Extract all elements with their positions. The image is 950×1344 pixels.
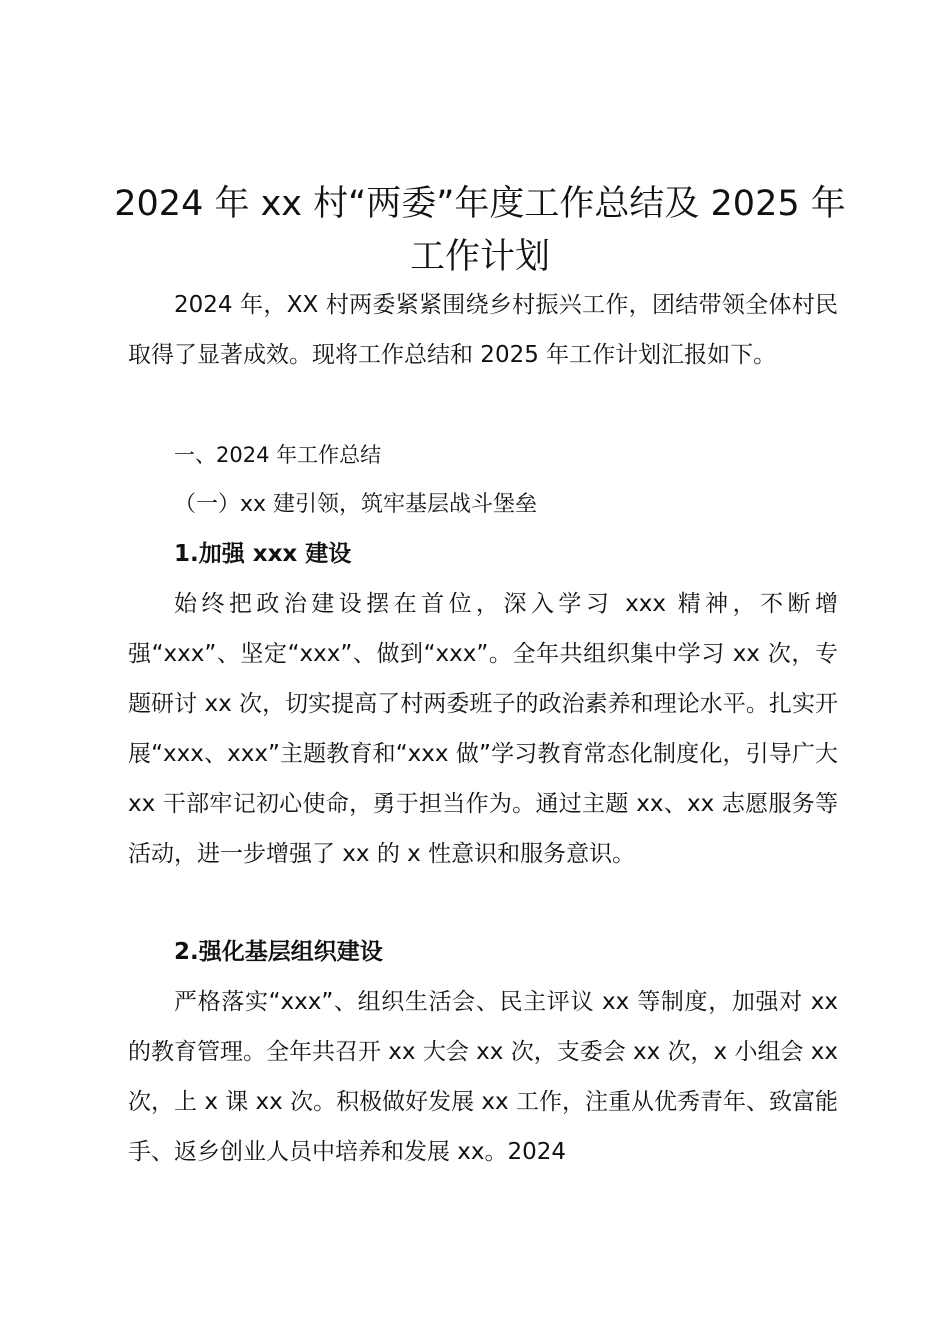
- item-paragraph-1: 始终把政治建设摆在首位，深入学习 xxx 精神，不断增强“xxx”、坚定“xxx”、做到“xxx”。全年共组织集中学习 xx 次，专题研讨 xx 次，切实提高了村两委班子的政治素养和理论水平。扎实开展“xxx、xxx”主题教育和“xxx 做”学习教育常态化制度化，引导广大 xx 干部牢记初心使命，勇于担当作为。通过主题 xx、xx 志愿服务等活动，进一步增强了 xx 的 x 性意识和服务意识。: [128, 591, 838, 867]
- item-heading-2: 2.强化基层组织建设: [174, 939, 383, 965]
- intro-paragraph: 2024 年，XX 村两委紧紧围绕乡村振兴工作，团结带领全体村民取得了显著成效。现将工作总结和 2025 年工作计划汇报如下。: [128, 292, 838, 368]
- section-heading: 一、2024 年工作总结: [174, 443, 382, 467]
- item-heading-1: 1.加强 xxx 建设: [174, 541, 352, 567]
- subsection-heading: （一）xx 建引领，筑牢基层战斗堡垒: [174, 492, 538, 517]
- item-paragraph-2: 严格落实“xxx”、组织生活会、民主评议 xx 等制度，加强对 xx 的教育管理。全年共召开 xx 大会 xx 次，支委会 xx 次，x 小组会 xx 次，上 x 课 xx 次。积极做好发展 xx 工作，注重从优秀青年、致富能手、返乡创业人员中培养和发展 xx。2024: [128, 989, 838, 1165]
- document-title: 2024 年 xx 村“两委”年度工作总结及 2025 年工作计划: [114, 184, 846, 277]
